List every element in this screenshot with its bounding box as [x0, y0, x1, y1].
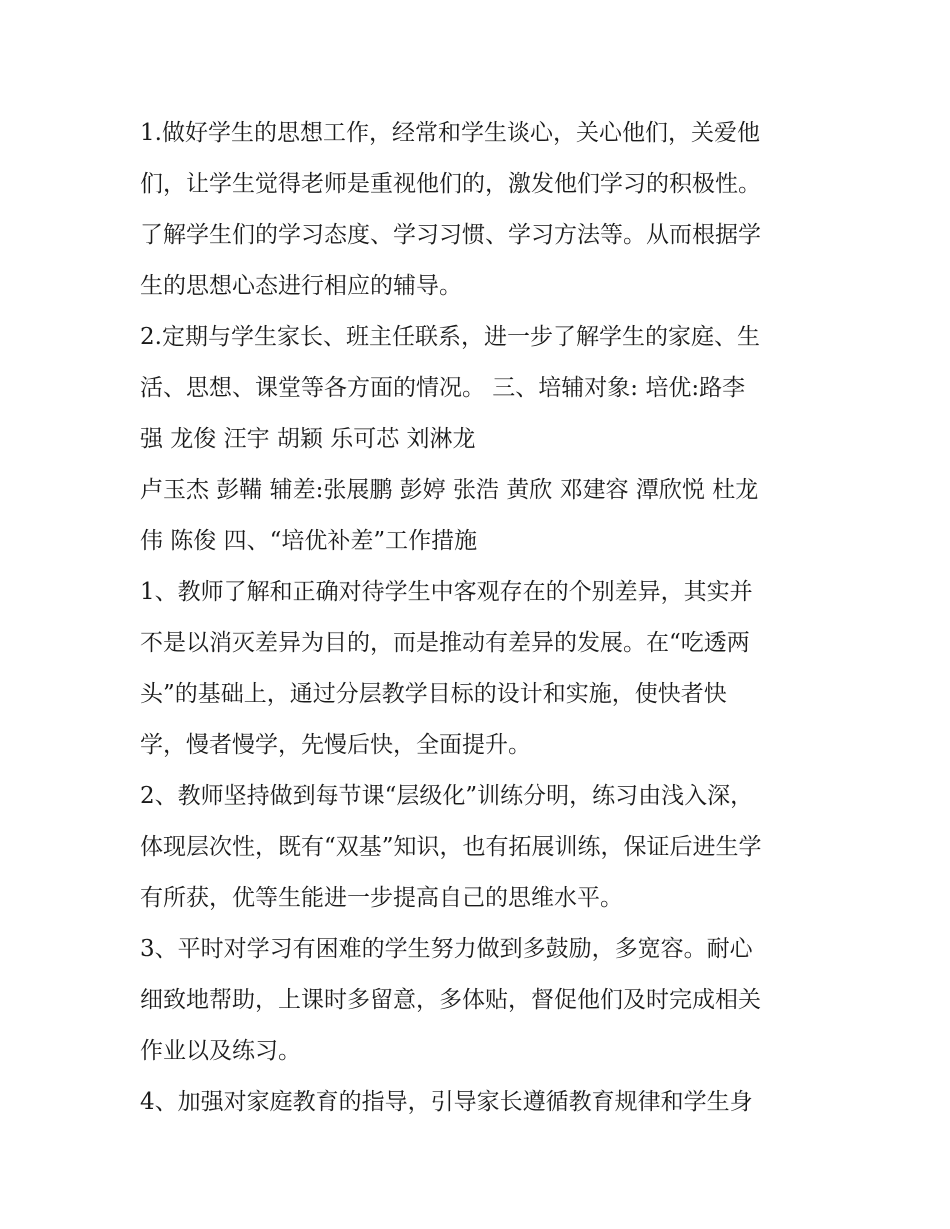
text-line: 强 龙俊 汪宇 胡颖 乐可芯 刘淋龙 [140, 426, 476, 452]
text-line: 伟 陈俊 四、“培优补差”工作措施 [140, 528, 478, 554]
text-line: 3、平时对学习有困难的学生努力做到多鼓励，多宽容。耐心 [140, 936, 753, 962]
text-line: 生的思想心态进行相应的辅导。 [140, 273, 462, 299]
text-line: 了解学生们的学习态度、学习习惯、学习方法等。从而根据学 [140, 222, 761, 248]
text-line: 细致地帮助，上课时多留意，多体贴，督促他们及时完成相关 [140, 987, 761, 1013]
text-line: 4、加强对家庭教育的指导，引导家长遵循教育规律和学生身 [140, 1089, 753, 1115]
text-line: 头”的基础上，通过分层教学目标的设计和实施，使快者快 [140, 681, 727, 707]
text-line: 体现层次性，既有“双基”知识，也有拓展训练，保证后进生学 [140, 834, 762, 860]
text-line: 们，让学生觉得老师是重视他们的，激发他们学习的积极性。 [140, 171, 761, 197]
text-line: 有所获，优等生能进一步提高自己的思维水平。 [140, 885, 623, 911]
text-line: 1、教师了解和正确对待学生中客观存在的个别差异，其实并 [140, 579, 753, 605]
text-line: 2、教师坚持做到每节课“层级化”训练分明，练习由浅入深， [140, 783, 754, 809]
text-line: 1.做好学生的思想工作，经常和学生谈心，关心他们，关爱他 [140, 120, 760, 146]
text-line: 2.定期与学生家长、班主任联系，进一步了解学生的家庭、生 [140, 324, 760, 350]
text-line: 学，慢者慢学，先慢后快，全面提升。 [140, 732, 531, 758]
text-line: 活、思想、课堂等各方面的情况。 三、培辅对象: 培优:路李 [140, 375, 746, 401]
text-line: 作业以及练习。 [140, 1038, 301, 1064]
text-line: 不是以消灭差异为目的，而是推动有差异的发展。在“吃透两 [140, 630, 750, 656]
document-body [140, 108, 820, 1128]
text-line: 卢玉杰 彭鞴 辅差:张展鹏 彭婷 张浩 黄欣 邓建容 潭欣悦 杜龙 [140, 477, 759, 503]
